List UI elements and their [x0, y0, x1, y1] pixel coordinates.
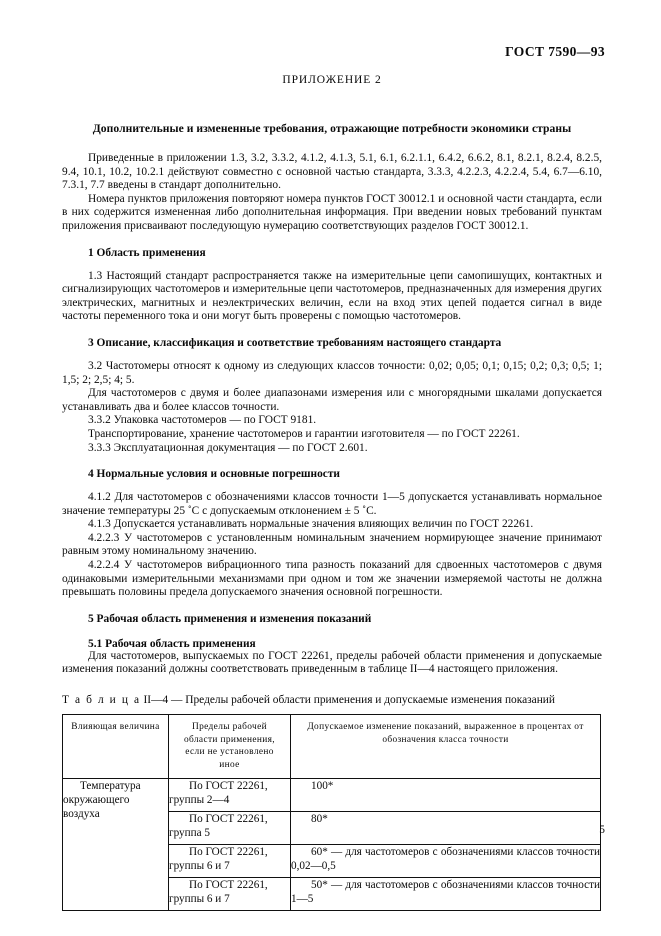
page-title: Дополнительные и измененные требования, отражающие потребности экономики страны [92, 122, 572, 135]
table-caption [62, 694, 602, 706]
section-4-paragraph-2: 4.1.3 Допускается устанавливать нормальные значения влияющих величин по ГОСТ 22261. [88, 518, 534, 531]
cell-permissible-change: 60* — для частотомеров с обозначениями классов точности 0,02—0,5 [291, 845, 601, 878]
standard-identifier: ГОСТ 7590—93 [505, 44, 605, 59]
section-3-paragraph-2: Для частотомеров с двумя и более диапазонами измерения или с многорядными шкалами допускается устанавливать два и более классов точности. [62, 387, 602, 413]
section-4-paragraph-1: 4.1.2 Для частотомеров с обозначениями классов точности 1—5 допускается устанавливать нормальное значение температуры 25 ˚С с допускаемым отклонением ± 5 ˚С. [62, 491, 602, 517]
column-header-limits: Пределы рабочей области применения, если не установлено иное [169, 715, 291, 779]
table-caption-rest: II—4 — Пределы рабочей области применения и допускаемые изменения показаний [143, 694, 555, 707]
appendix-label: ПРИЛОЖЕНИЕ 2 [282, 74, 382, 86]
section-subheading-5-1: 5.1 Рабочая область применения [88, 637, 256, 650]
section-heading-4: 4 Нормальные условия и основные погрешности [88, 468, 340, 481]
limits-and-changes-table [62, 714, 601, 911]
cell-permissible-change: 100* [291, 779, 601, 812]
table-caption-prefix: Т а б л и ц а [62, 694, 141, 707]
page-content [62, 74, 602, 911]
cell-permissible-change: 50* — для частотомеров с обозначениями классов точности 1—5 [291, 878, 601, 911]
section-1-paragraph-1: 1.3 Настоящий стандарт распространяется также на измерительные цепи самопишущих, контактных и сигнализирующих частотомеров и измерительные цепи частотомеров, предназначенных для измерения других электрических, магнитных и неэлектрических величин, если на вход этих цепей подается сигнал в виде частоты переменного тока и они могут быть проверены с помощью частотомеров. [62, 269, 602, 323]
cell-permissible-change: 80* [291, 812, 601, 845]
cell-limits: По ГОСТ 22261, группы 6 и 7 [169, 845, 291, 878]
section-5-paragraph-1: Для частотомеров, выпускаемых по ГОСТ 22261, пределы рабочей области применения и допускаемые изменения показаний должны соответствовать приведенным в таблице II—4 настоящего приложения. [62, 649, 602, 676]
column-header-influence-quantity: Влияющая величина [63, 715, 169, 779]
section-3-paragraph-3: 3.3.2 Упаковка частотомеров — по ГОСТ 9181. [88, 414, 317, 427]
section-3-paragraph-1: 3.2 Частотомеры относят к одному из следующих классов точности: 0,02; 0,05; 0,1; 0,15; 0,2; 0,3; 0,5; 1; 1,5; 2; 2,5; 4; 5. [62, 359, 602, 386]
cell-limits: По ГОСТ 22261, группы 2—4 [169, 779, 291, 812]
cell-limits: По ГОСТ 22261, группы 6 и 7 [169, 878, 291, 911]
section-heading-3: 3 Описание, классификация и соответствие требованиям настоящего стандарта [88, 336, 502, 349]
section-4-paragraph-3: 4.2.2.3 У частотомеров с установленным номинальным значением нормирующее значение принимают равным этому номинальному значению. [62, 531, 602, 558]
table-row [63, 779, 601, 812]
cell-limits: По ГОСТ 22261, группа 5 [169, 812, 291, 845]
table-header-row [63, 715, 601, 779]
cell-influence-quantity: Температура окружающего воздуха [63, 779, 169, 911]
section-heading-5: 5 Рабочая область применения и изменения показаний [88, 612, 372, 625]
column-header-permissible-change: Допускаемое изменение показаний, выраженное в процентах от обозначения класса точности [291, 715, 601, 779]
section-3-paragraph-4: Транспортирование, хранение частотомеров и гарантии изготовителя — по ГОСТ 22261. [88, 427, 520, 440]
section-4-paragraph-4: 4.2.2.4 У частотомеров вибрационного типа разность показаний для сдвоенных частотомеров с двумя одинаковыми измерительными механизмами при одном и том же значении измеряемой частоты не должна превышать половины предела допускаемого значения основной погрешности. [62, 559, 602, 599]
section-heading-1: 1 Область применения [88, 246, 206, 259]
intro-paragraph-2: Номера пунктов приложения повторяют номера пунктов ГОСТ 30012.1 и основной части стандарта, если в них содержится измененная либо дополнительная информация. При введении новых требований пунктам приложения присваивают последующую нумерацию соответствующих разделов ГОСТ 30012.1. [62, 192, 602, 232]
intro-paragraph-1: Приведенные в приложении 1.3, 3.2, 3.3.2, 4.1.2, 4.1.3, 5.1, 6.1, 6.2.1.1, 6.4.2, 6.6.2, 8.1, 8.2.1, 8.2.4, 8.2.5, 9.4, 10.1, 10.2, 10.2.1 действуют совместно с основной частью стандарта, 3.3.3, 4.2.2.3, 4.2.2.4, 5.4, 6.7—6.10, 7.3.1, 7.7 введены в стандарт дополнительно. [62, 152, 602, 192]
page-number: 5 [599, 824, 605, 836]
section-3-paragraph-5: 3.3.3 Эксплуатационная документация — по ГОСТ 2.601. [88, 441, 368, 454]
